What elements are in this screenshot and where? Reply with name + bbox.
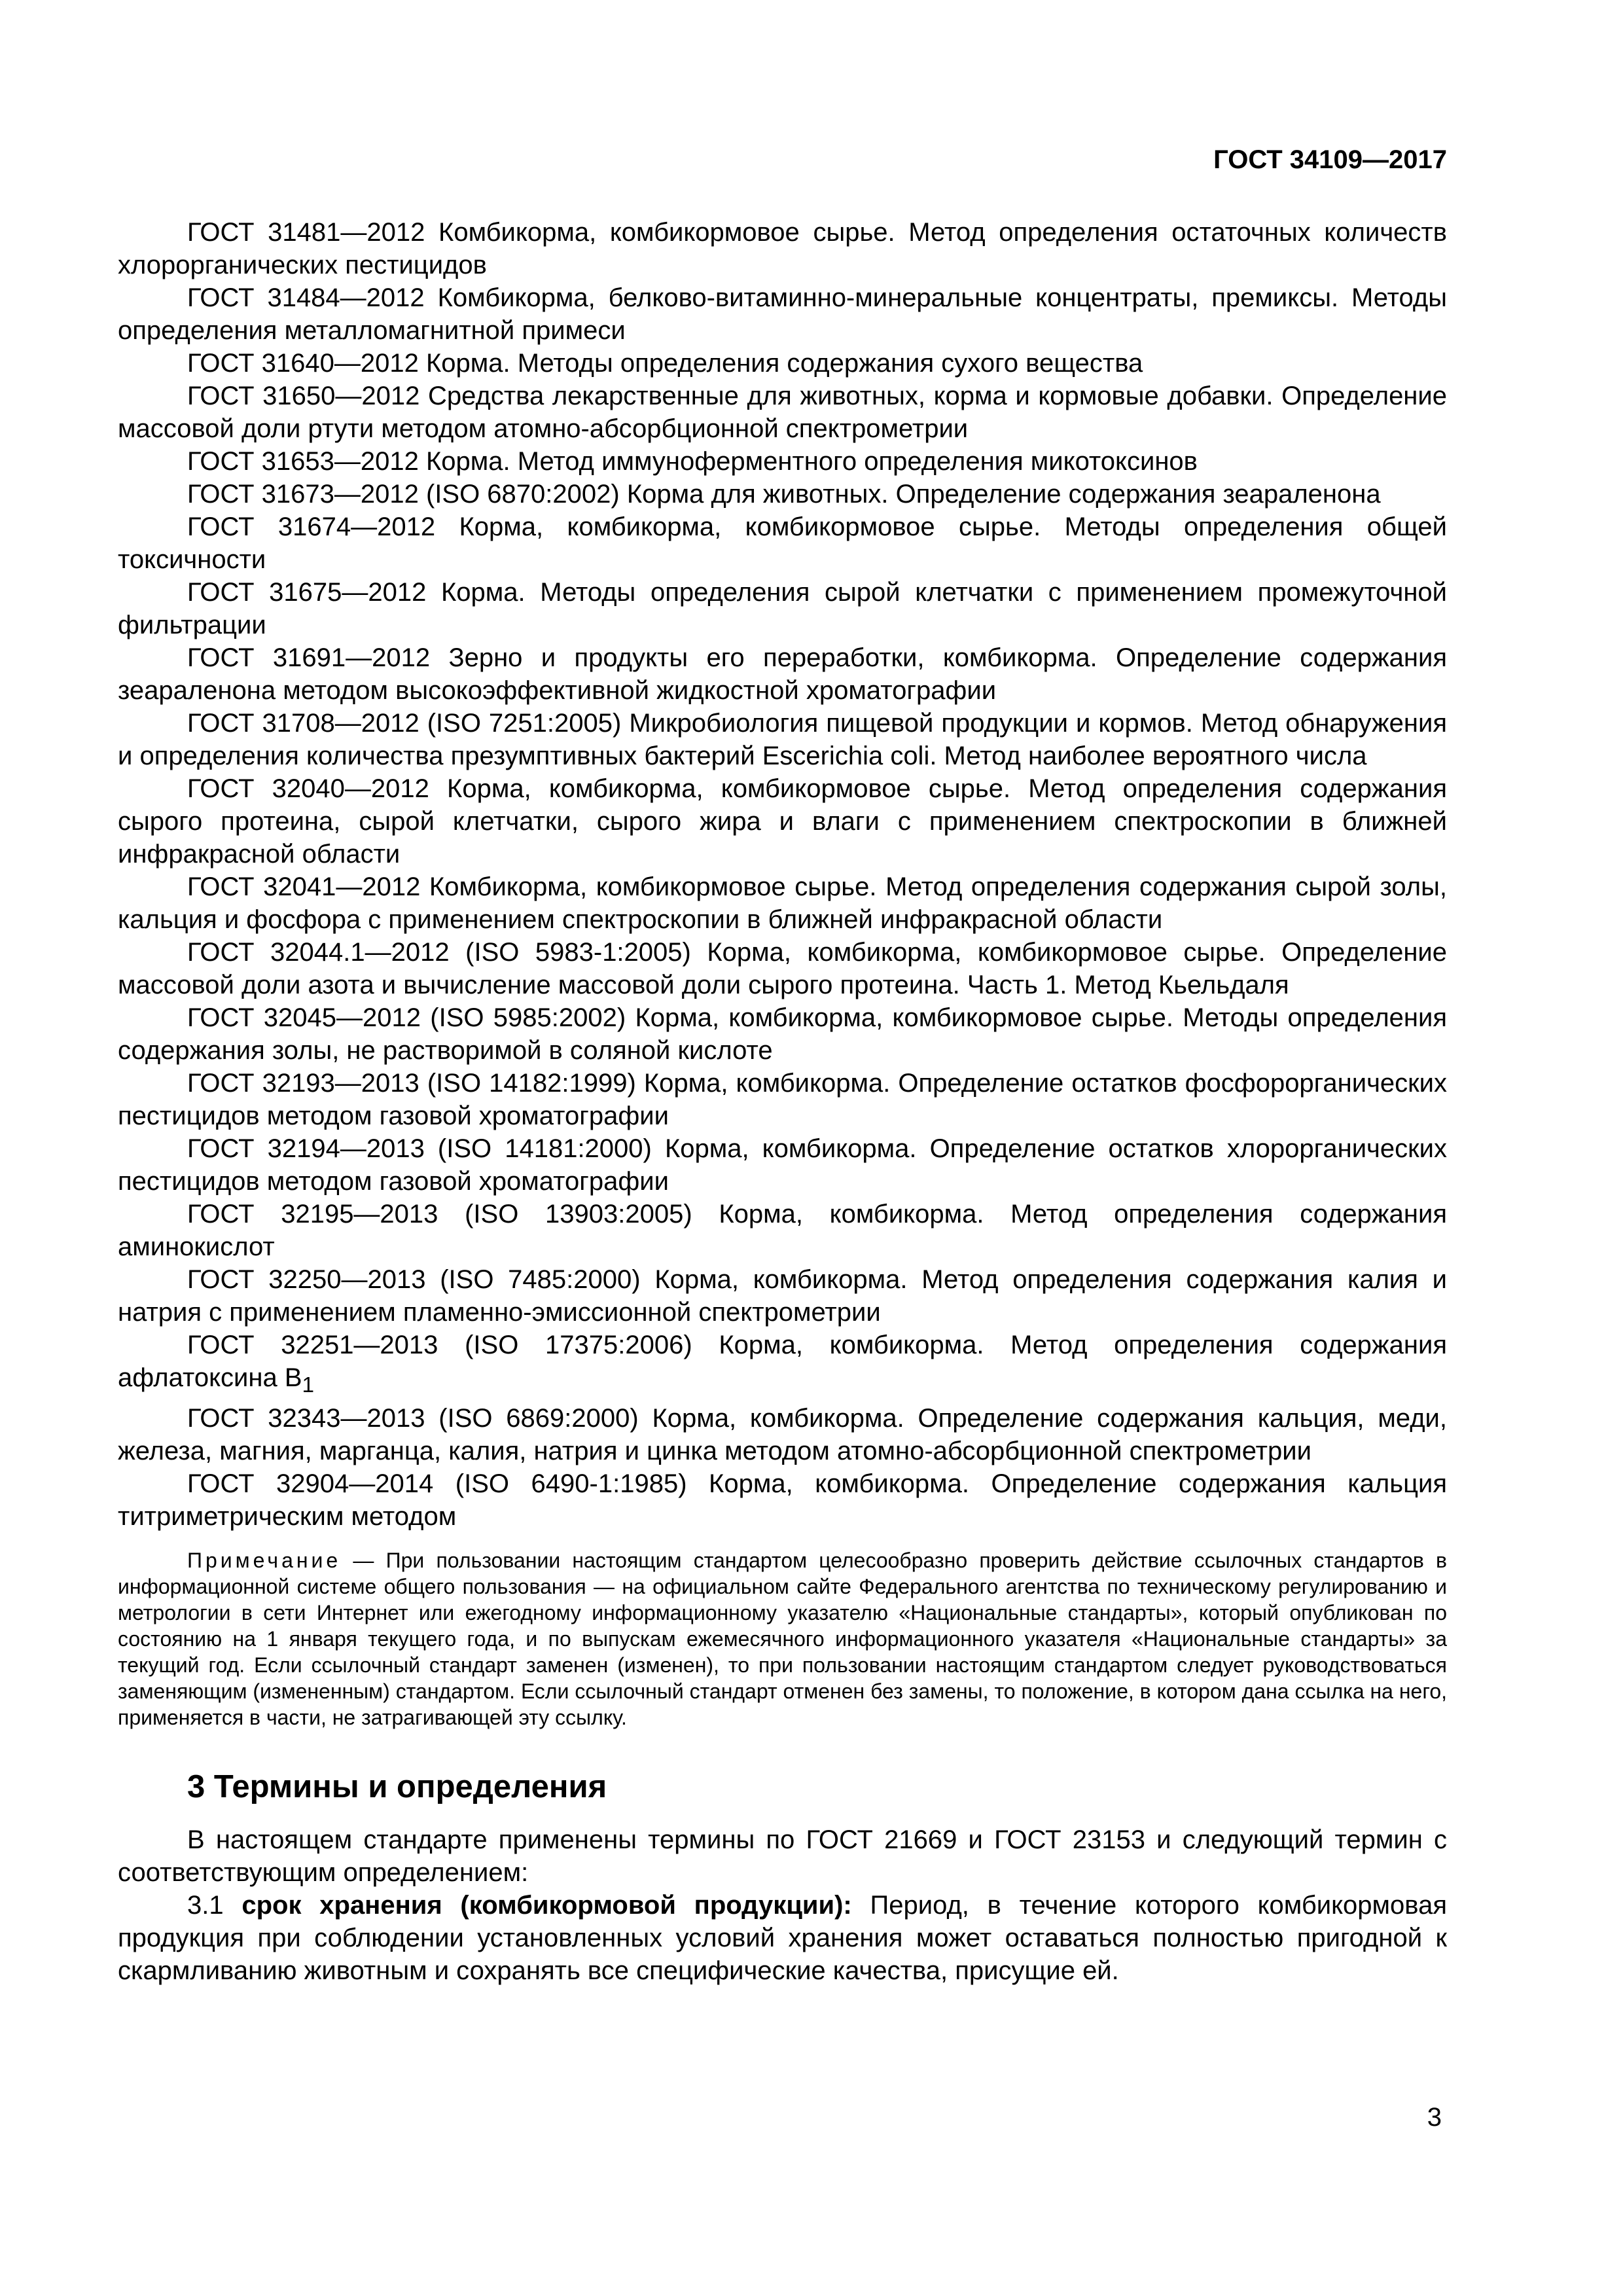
page-number: 3 bbox=[1427, 2103, 1442, 2132]
note-label: Примечание bbox=[187, 1549, 342, 1572]
reference-item: ГОСТ 32250—2013 (ISO 7485:2000) Корма, комбикорма. Метод определения содержания калия и натрия с применением пламенно-эмиссионной спектрометрии bbox=[118, 1265, 1447, 1327]
section-intro: В настоящем стандарте применены термины по ГОСТ 21669 и ГОСТ 23153 и следующий термин с соответствующим определением: bbox=[118, 1825, 1447, 1887]
reference-item: ГОСТ 32041—2012 Комбикорма, комбикормовое сырье. Метод определения содержания сырой золы, кальция и фосфора с применением спектроскопии в ближней инфракрасной области bbox=[118, 872, 1447, 934]
term-name: срок хранения (комбикормовой продукции): bbox=[241, 1891, 852, 1920]
reference-item: ГОСТ 32044.1—2012 (ISO 5983-1:2005) Корма, комбикорма, комбикормовое сырье. Определение массовой доли азота и вычисление массовой доли сырого протеина. Часть 1. Метод Кьельдаля bbox=[118, 938, 1447, 999]
subscript: 1 bbox=[302, 1373, 315, 1397]
reference-item: ГОСТ 32904—2014 (ISO 6490-1:1985) Корма, комбикорма. Определение содержания кальция титриметрическим методом bbox=[118, 1469, 1447, 1531]
reference-item: ГОСТ 32343—2013 (ISO 6869:2000) Корма, комбикорма. Определение содержания кальция, меди, железа, магния, марганца, калия, натрия и цинка методом атомно-абсорбционной спектрометрии bbox=[118, 1404, 1447, 1465]
reference-item: ГОСТ 31673—2012 (ISO 6870:2002) Корма для животных. Определение содержания зеараленона bbox=[187, 480, 1381, 509]
reference-item: ГОСТ 31708—2012 (ISO 7251:2005) Микробиология пищевой продукции и кормов. Метод обнаружения и определения количества презумптивных бактерий Escerichia coli. Метод наиболее вероятного числа bbox=[118, 709, 1447, 770]
section-3-content bbox=[118, 1823, 1447, 1987]
note-text: — При пользовании настоящим стандартом целесообразно проверить действие ссылочных стандартов в информационной системе общего пользования — на официальном сайте Федерального агентства по техническому регулированию и метрологии в сети Интернет или ежегодному информационному указателю «Национальные стандарты», который опубликован по состоянию на 1 января текущего года, и по выпускам ежемесячного информационного указателя «Национальные стандарты» за текущий год. Если ссылочный стандарт заменен (изменен), то при пользовании настоящим стандартом следует руководствоваться заменяющим (измененным) стандартом. Если ссылочный стандарт отменен без замены, то положение, в котором дана ссылка на него, применяется в части, не затрагивающей эту ссылку. bbox=[118, 1549, 1448, 1729]
reference-item: ГОСТ 32195—2013 (ISO 13903:2005) Корма, комбикорма. Метод определения содержания аминокислот bbox=[118, 1200, 1447, 1261]
reference-item: ГОСТ 31481—2012 Комбикорма, комбикормовое сырье. Метод определения остаточных количеств хлорорганических пестицидов bbox=[118, 218, 1447, 279]
term-definition bbox=[118, 1889, 1447, 1987]
section-heading: 3 Термины и определения bbox=[187, 1769, 607, 1804]
reference-item: ГОСТ 31484—2012 Комбикорма, белково-витаминно-минеральные концентраты, премиксы. Методы определения металломагнитной примеси bbox=[118, 283, 1447, 345]
normative-references-list bbox=[118, 216, 1447, 1533]
reference-item: ГОСТ 31674—2012 Корма, комбикорма, комбикормовое сырье. Методы определения общей токсичности bbox=[118, 512, 1447, 574]
reference-item bbox=[118, 1329, 1447, 1402]
note-block bbox=[118, 1547, 1447, 1731]
reference-item: ГОСТ 31650—2012 Средства лекарственные для животных, корма и кормовые добавки. Определение массовой доли ртути методом атомно-абсорбционной спектрометрии bbox=[118, 382, 1447, 443]
reference-item: ГОСТ 31691—2012 Зерно и продукты его переработки, комбикорма. Определение содержания зеараленона методом высокоэффективной жидкостной хроматографии bbox=[118, 643, 1447, 705]
reference-item: ГОСТ 31653—2012 Корма. Метод иммуноферментного определения микотоксинов bbox=[187, 447, 1198, 476]
document-body bbox=[118, 216, 1447, 1987]
reference-item: ГОСТ 32193—2013 (ISO 14182:1999) Корма, комбикорма. Определение остатков фосфорорганических пестицидов методом газовой хроматографии bbox=[118, 1069, 1447, 1130]
term-definition-text: Период, в течение которого комбикормовая продукция при соблюдении установленных условий хранения может оставаться полностью пригодной к скармливанию животным и сохранять все специфические качества, присущие ей. bbox=[118, 1891, 1447, 1985]
reference-item: ГОСТ 32194—2013 (ISO 14181:2000) Корма, комбикорма. Определение остатков хлорорганических пестицидов методом газовой хроматографии bbox=[118, 1134, 1447, 1196]
reference-item: ГОСТ 32040—2012 Корма, комбикорма, комбикормовое сырье. Метод определения содержания сырого протеина, сырой клетчатки, сырого жира и влаги с применением спектроскопии в ближней инфракрасной области bbox=[118, 774, 1447, 869]
document-code-header: ГОСТ 34109—2017 bbox=[1213, 145, 1447, 174]
reference-item: ГОСТ 32045—2012 (ISO 5985:2002) Корма, комбикорма, комбикормовое сырье. Методы определения содержания золы, не растворимой в соляной кислоте bbox=[118, 1003, 1447, 1065]
reference-item: ГОСТ 31675—2012 Корма. Методы определения сырой клетчатки с применением промежуточной фильтрации bbox=[118, 578, 1447, 639]
reference-text: ГОСТ 32251—2013 (ISO 17375:2006) Корма, комбикорма. Метод определения содержания афлатоксина B bbox=[118, 1331, 1447, 1392]
reference-item: ГОСТ 31640—2012 Корма. Методы определения содержания сухого вещества bbox=[187, 349, 1143, 378]
term-number: 3.1 bbox=[187, 1891, 224, 1920]
